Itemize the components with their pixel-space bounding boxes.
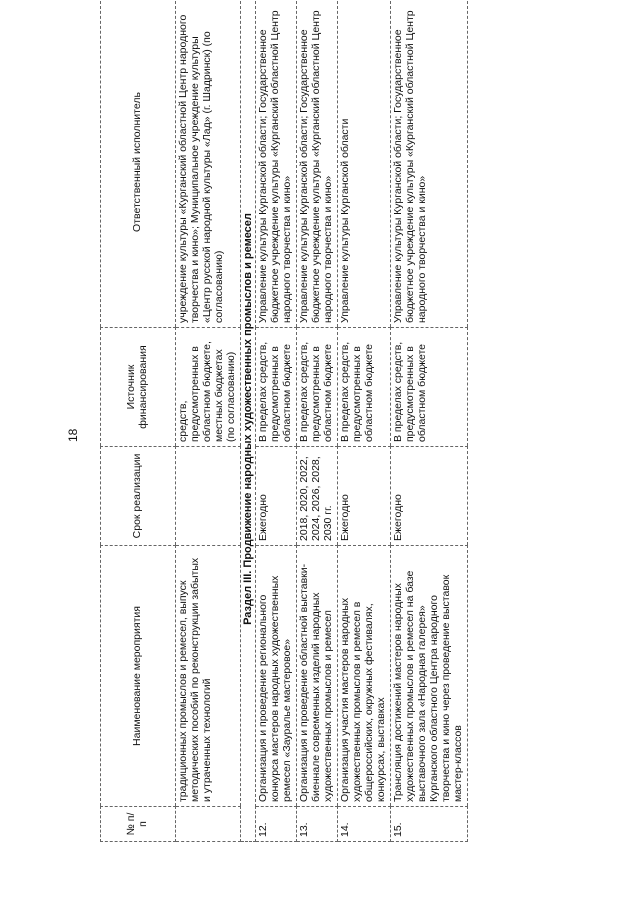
table-row — [256, 0, 297, 842]
cell-name: Организация и проведение регионального конкурса мастеров народных художественных ремесел «Зауралье мастеровое» — [256, 546, 297, 807]
activities-table — [100, 0, 468, 842]
table-row — [297, 0, 338, 842]
cell-num: 12. — [256, 807, 297, 842]
cell-term: Ежегодно — [338, 447, 391, 546]
cell-num: 13. — [297, 807, 338, 842]
header-responsible: Ответственный исполнитель — [101, 0, 176, 328]
table-header-row — [101, 0, 176, 842]
cell-name: Организация участия мастеров народных художественных промыслов и ремесел в общероссийских, окружных фестивалях, конкурсах, выставках — [338, 546, 391, 807]
table-row-continuation — [176, 0, 241, 842]
cell-funding: В пределах средств, предусмотренных в областном бюджете — [338, 328, 391, 447]
cell-responsible: учреждение культуры «Курганский областной Центр народного творчества и кино»; Муниципальное учреждение культуры «Центр русской народной культуры «Лад» (г. Шадринск) (по согласованию) — [176, 0, 241, 328]
cell-term — [176, 447, 241, 546]
cell-funding: В пределах средств, предусмотренных в областном бюджете — [297, 328, 338, 447]
section-row — [240, 0, 256, 842]
header-name: Наименование мероприятия — [101, 546, 176, 807]
section-title: Раздел III. Продвижение народных художественных промыслов и ремесел — [240, 0, 256, 842]
rotated-table-container — [100, 10, 632, 842]
header-term: Срок реализации — [101, 447, 176, 546]
cell-term: Ежегодно — [391, 447, 468, 546]
cell-num: 14. — [338, 807, 391, 842]
page-number: 18 — [66, 428, 80, 442]
cell-responsible: Управление культуры Курганской области; Государственное бюджетное учреждение культуры «Курганский областной Центр народного творчества и кино» — [297, 0, 338, 328]
cell-funding: В пределах средств, предусмотренных в областном бюджете — [391, 328, 468, 447]
cell-name: Трансляция достижений мастеров народных художественных промыслов и ремесел на базе выставочного зала «Народная галерея» Курганского областного Центра народного творчества и кино через проведение выставок мастер-классов — [391, 546, 468, 807]
cell-funding: В пределах средств, предусмотренных в областном бюджете — [256, 328, 297, 447]
cell-name: Организация и проведение областной выставки-биеннале современных изделий народных художественных промыслов и ремесел — [297, 546, 338, 807]
cell-term: 2018, 2020, 2022, 2024, 2026, 2028, 2030 гг. — [297, 447, 338, 546]
cell-responsible: Управление культуры Курганской области; Государственное бюджетное учреждение культуры «Курганский областной Центр народного творчества и кино» — [256, 0, 297, 328]
header-funding: Источник финансирования — [101, 328, 176, 447]
cell-num: 15. — [391, 807, 468, 842]
table-row — [391, 0, 468, 842]
table-row — [338, 0, 391, 842]
cell-responsible: Управление культуры Курганской области; Государственное бюджетное учреждение культуры «Курганский областной Центр народного творчества и кино» — [391, 0, 468, 328]
cell-term: Ежегодно — [256, 447, 297, 546]
cell-num — [176, 807, 241, 842]
header-num: № п/п — [101, 807, 176, 842]
cell-funding: средств, предусмотренных в областном бюджете, местных бюджетах (по согласованию) — [176, 328, 241, 447]
cell-responsible: Управление культуры Курганской области — [338, 0, 391, 328]
cell-name: традиционных промыслов и ремесел, выпуск методических пособий по реконструкции забытых и утраченных технологий — [176, 546, 241, 807]
